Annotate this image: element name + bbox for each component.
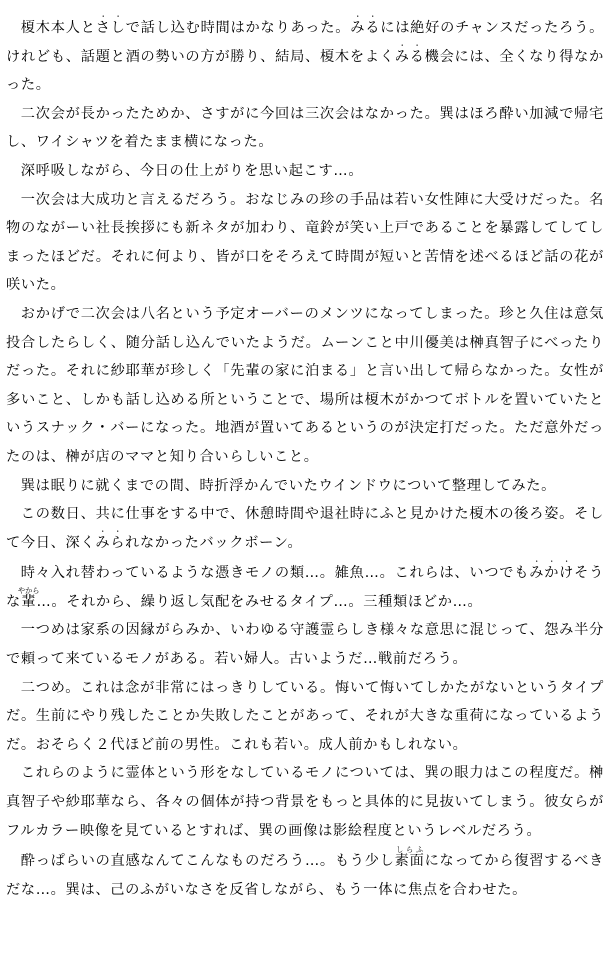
ruby-annotated-text bbox=[394, 40, 425, 65]
ruby-base-text: 輩 bbox=[17, 593, 40, 610]
text-run: 二つめ。これは念が非常にはっきりしている。悔いて悔いてしかたがないというタイプだ。生前にやり残したことか失敗したことがあって、それが大きな重荷になっているようだ。おそらく２代ほど前の男性。これも若い。成人前かもしれない。 bbox=[6, 679, 604, 753]
ruby-annotated-text bbox=[529, 557, 575, 582]
document-page bbox=[6, 0, 604, 971]
ruby-base-text: みら bbox=[95, 534, 126, 551]
text-run: 機会には、全くなり得なかった。 bbox=[6, 48, 604, 94]
ruby-annotated-text bbox=[17, 585, 40, 610]
ruby-annotation: ・・ bbox=[95, 526, 126, 536]
paragraph bbox=[6, 616, 604, 673]
text-run: には絶好のチャンスだったろう。けれども、話題と酒の勢いの方が勝り、結局、榎木をよく bbox=[6, 20, 604, 65]
ruby-annotated-text bbox=[350, 12, 381, 36]
paragraph bbox=[6, 300, 604, 472]
ruby-base-text: みかけ bbox=[529, 565, 575, 582]
paragraph bbox=[6, 0, 604, 100]
text-run: この数日、共に仕事をする中で、休憩時間や退社時にふと見かけた榎木の後ろ姿。そして今日、深く bbox=[6, 506, 604, 551]
ruby-annotated-text bbox=[95, 526, 126, 551]
text-run: れなかったバックボーン。 bbox=[125, 534, 303, 551]
ruby-base-text: みる bbox=[350, 20, 381, 36]
text-run: 一つめは家系の因縁がらみか、いわゆる守護霊らしき様々な意思に混じって、怨み半分で頼って来ているモノがある。若い婦人。古いようだ…戦前だろう。 bbox=[6, 622, 604, 668]
ruby-annotation: やから bbox=[17, 585, 40, 595]
ruby-annotation: ・・・ bbox=[529, 557, 575, 567]
ruby-annotated-text bbox=[95, 12, 126, 36]
text-run: 時々入れ替わっているような憑きモノの類…。雑魚…。これらは、いつでも bbox=[20, 565, 530, 582]
text-run: で話し込む時間はかなりあった。 bbox=[125, 20, 351, 36]
text-run: 深呼吸しながら、今日の仕上がりを思い起こす…。 bbox=[20, 162, 364, 179]
paragraph bbox=[6, 759, 604, 845]
text-run: 榎木本人と bbox=[20, 20, 96, 36]
text-run: 一次会は大成功と言えるだろう。おなじみの珍の手品は若い女性陣に大受けだった。名物のながーい社長挨拶にも新ネタが加わり、竜鈴が笑い上戸であることを暴露してしてしまったほどだ。それに何より、皆が口をそろえて時間が短いと苦情を述べるほど話の花が咲いた。 bbox=[6, 191, 604, 294]
paragraph bbox=[6, 100, 604, 157]
text-run: になってから復習するべきだな…。巽は、己のふがいなさを反省しながら、もう一体に焦点を合わせた。 bbox=[6, 853, 604, 898]
ruby-annotation: ・・ bbox=[394, 40, 425, 50]
paragraph bbox=[6, 674, 604, 760]
ruby-annotation: ・・ bbox=[350, 12, 381, 21]
paragraph bbox=[6, 845, 604, 904]
ruby-base-text: みる bbox=[394, 48, 425, 65]
paragraph bbox=[6, 157, 604, 186]
text-run: おかげで二次会は八名という予定オーバーのメンツになってしまった。珍と久住は意気投合したらしく、随分話し込んでいたようだ。ムーンこと中川優美は榊真智子にべったりだった。それに紗耶華が珍しく「先輩の家に泊まる」と言い出して帰らなかった。女性が多いこと、しかも話し込める所ということで、場所は榎木がかつてボトルを置いていたというスナック・バーになった。地酒が置いてあるというのが決定打だった。ただ意外だったのは、榊が店のママと知り合いらしいこと。 bbox=[6, 305, 604, 465]
text-run: これらのように霊体という形をなしているモノについては、巽の眼力はこの程度だ。榊真智子や紗耶華なら、各々の個体が持つ背景をもっと具体的に見抜いてしまう。彼女らがフルカラー映像を見ているとすれば、巽の画像は影絵程度というレベルだろう。 bbox=[6, 765, 604, 839]
paragraph bbox=[6, 500, 604, 557]
text-run: そうな bbox=[6, 565, 604, 610]
text-run: 二次会が長かったためか、さすがに今回は三次会はなかった。巽はほろ酔い加減で帰宅し、ワイシャツを着たまま横になった。 bbox=[6, 105, 604, 151]
paragraph bbox=[6, 557, 604, 616]
ruby-base-text: さし bbox=[95, 20, 126, 36]
text-run: …。それから、繰り返し気配をみせるタイプ…。三種類ほどか…。 bbox=[36, 593, 483, 610]
ruby-annotation: ・・ bbox=[95, 12, 126, 21]
ruby-annotated-text bbox=[394, 845, 425, 870]
ruby-annotation: しらふ bbox=[394, 845, 425, 855]
ruby-base-text: 素面 bbox=[394, 853, 425, 870]
text-run: 酔っぱらいの直感なんてこんなものだろう…。もう少し bbox=[20, 853, 395, 870]
paragraph bbox=[6, 472, 604, 501]
text-run: 巽は眠りに就くまでの間、時折浮かんでいたウインドウについて整理してみた。 bbox=[20, 477, 557, 494]
paragraph bbox=[6, 186, 604, 300]
